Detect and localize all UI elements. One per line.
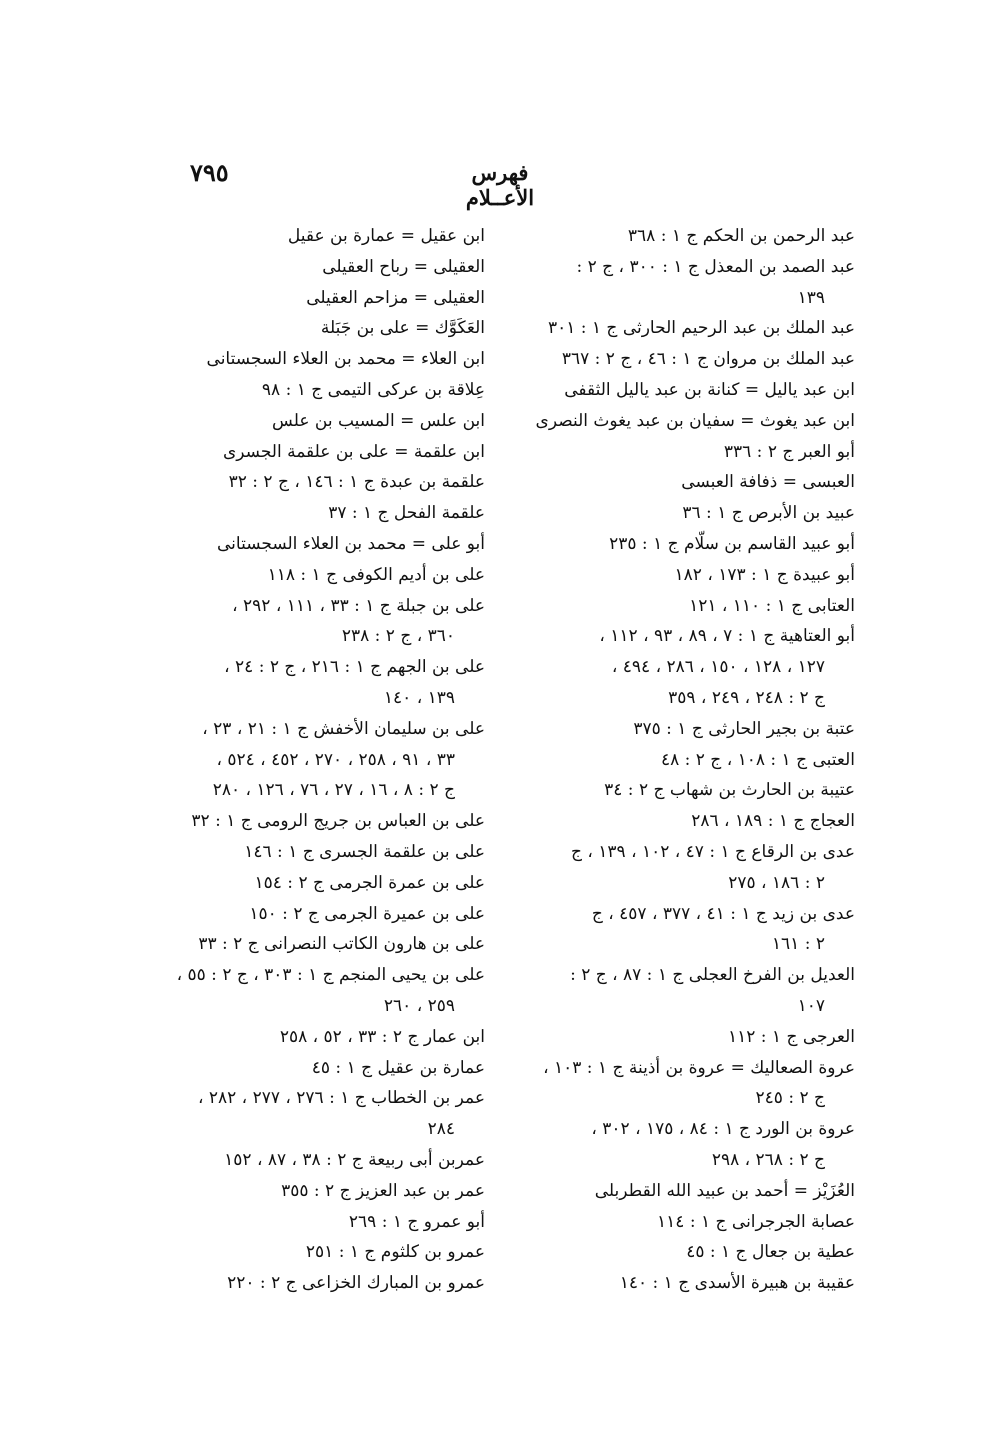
index-entry: على بن يحيى المنجم ج ١ : ٣٠٣ ، ج ٢ : ٥٥ ،	[176, 965, 485, 986]
index-entry: أبو عبيدة ج ١ : ١٧٣ ، ١٨٢	[674, 564, 855, 585]
index-entry: أبو عمرو ج ١ : ٢٦٩	[348, 1211, 485, 1232]
index-entry: ابن عبد يغوث = سفيان بن عبد يغوث النصرى	[535, 410, 855, 431]
index-entry: عبد الرحمن بن الحكم ج ١ : ٣٦٨	[627, 226, 855, 246]
index-entry-continuation: ١٣٩ ، ١٤٠	[383, 687, 455, 708]
index-entry: عبد الملك بن عبد الرحيم الحارثى ج ١ : ٣٠١	[547, 318, 855, 339]
index-entry: عمرو بن المبارك الخزاعى ج ٢ : ٢٢٠	[227, 1273, 485, 1294]
index-entry-continuation: ١٢٧ ، ١٢٨ ، ١٥٠ ، ٢٨٦ ، ٤٩٤ ،	[611, 657, 825, 678]
index-entry: على بن جبلة ج ١ : ٣٣ ، ١١١ ، ٢٩٢ ،	[232, 595, 485, 616]
index-entry: عبيد بن الأبرص ج ١ : ٣٦	[682, 503, 855, 524]
index-entry-continuation: ٢ : ١٨٦ ، ٢٧٥	[728, 872, 825, 893]
index-entry: أبو على = محمد بن العلاء السجستانى	[216, 533, 485, 554]
index-entry: عدى بن الرقاع ج ١ : ٤٧ ، ١٠٢ ، ١٣٩ ، ج	[570, 841, 855, 862]
index-entry: عروة بن الورد ج ١ : ٨٤ ، ١٧٥ ، ٣٠٢ ،	[591, 1119, 855, 1140]
index-entry: العرجى ج ١ : ١١٢	[727, 1026, 855, 1047]
index-entry: على بن سليمان الأخفش ج ١ : ٢١ ، ٢٣ ،	[202, 718, 485, 739]
index-entry: العبسى = ذفافة العبسى	[681, 472, 855, 493]
index-entry: على بن العباس بن جريج الرومى ج ١ : ٣٢	[191, 811, 485, 832]
index-entry: العُزَيْز = أحمد بن عبيد الله القطربلى	[594, 1180, 855, 1201]
index-entry: ابن علقمة = على بن علقمة الجسرى	[222, 441, 485, 462]
index-entry-continuation: ٣٦٠ ، ج ٢ : ٢٣٨	[341, 626, 455, 647]
index-entry: أبو العتاهية ج ١ : ٧ ، ٨٩ ، ٩٣ ، ١١٢ ،	[599, 626, 855, 647]
index-entry-continuation: ٢ : ١٦١	[771, 934, 825, 955]
index-entry: عروة الصعاليك = عروة بن أذينة ج ١ : ١٠٣ ،	[543, 1057, 855, 1078]
index-entry: العجاج ج ١ : ١٨٩ ، ٢٨٦	[691, 811, 855, 832]
index-entry-continuation: ٣٣ ، ٩١ ، ٢٥٨ ، ٢٧٠ ، ٤٥٢ ، ٥٢٤ ،	[216, 749, 455, 770]
index-entry: عمارة بن عقيل ج ١ : ٤٥	[311, 1057, 485, 1078]
index-entry-continuation: ج ٢ : ٢٤٥	[755, 1088, 825, 1109]
index-entry: ابن العلاء = محمد بن العلاء السجستانى	[206, 349, 485, 370]
index-entry: عطية بن جعال ج ١ : ٤٥	[686, 1242, 855, 1263]
index-entry: أبو عبيد القاسم بن سلّام ج ١ : ٢٣٥	[609, 533, 855, 554]
index-entry: على بن الجهم ج ١ : ٢١٦ ، ج ٢ : ٢٤ ،	[224, 657, 485, 678]
index-entry: ابن عقيل = عمارة بن عقيل	[287, 226, 485, 246]
index-entry: على بن عميرة الجرمى ج ٢ : ١٥٠	[249, 903, 485, 924]
page-title: فهرس الأعــلام	[465, 160, 535, 210]
index-entry: على بن علقمة الجسرى ج ١ : ١٤٦	[244, 841, 485, 862]
index-entry: عبد الصمد بن المعذل ج ١ : ٣٠٠ ، ج ٢ :	[576, 256, 855, 277]
index-entry: عمر بن الخطاب ج ١ : ٢٧٦ ، ٢٧٧ ، ٢٨٢ ،	[197, 1088, 485, 1109]
index-entry: على بن عمرة الجرمى ج ٢ : ١٥٤	[254, 872, 485, 893]
index-entry: ابن علس = المسيب بن علس	[272, 410, 485, 431]
index-entry-continuation: ١٣٩	[797, 287, 825, 308]
index-entry: عِلاقة بن عركى التيمى ج ١ : ٩٨	[261, 379, 485, 400]
index-entry-continuation: ٢٥٩ ، ٢٦٠	[383, 995, 455, 1016]
index-entry: ابن عمار ج ٢ : ٣٣ ، ٥٢ ، ٢٥٨	[279, 1026, 485, 1047]
index-entry: عبد الملك بن مروان ج ١ : ٤٦ ، ج ٢ : ٣٦٧	[561, 349, 855, 370]
index-entry-continuation: ٢٨٤	[427, 1119, 455, 1140]
index-entry: علقمة بن عبدة ج ١ : ١٤٦ ، ج ٢ : ٣٢	[228, 472, 485, 493]
index-entry: عقيبة بن هبيرة الأسدى ج ١ : ١٤٠	[619, 1273, 855, 1294]
index-entry: علقمة الفحل ج ١ : ٣٧	[328, 503, 485, 524]
index-entry: العديل بن الفرخ العجلى ج ١ : ٨٧ ، ج ٢ :	[570, 965, 855, 986]
index-entry-continuation: ١٠٧	[797, 995, 825, 1016]
index-column-left	[150, 221, 485, 1299]
index-entry: على بن هارون الكاتب النصرانى ج ٢ : ٣٣	[198, 934, 485, 955]
index-entry: عصابة الجرجرانى ج ١ : ١١٤	[657, 1211, 855, 1232]
index-entry: عمربن أبى ربيعة ج ٢ : ٣٨ ، ٨٧ ، ١٥٢	[224, 1149, 485, 1170]
index-entry: العتبى ج ١ : ١٠٨ ، ج ٢ : ٤٨	[660, 749, 855, 770]
index-entry: عدى بن زيد ج ١ : ٤١ ، ٣٧٧ ، ٤٥٧ ، ج	[591, 903, 855, 924]
index-entry-continuation: ج ٢ : ٢٤٨ ، ٢٤٩ ، ٣٥٩	[668, 687, 825, 708]
index-entry: العقيلى = مزاحم العقيلى	[306, 287, 485, 308]
index-entry: على بن أديم الكوفى ج ١ : ١١٨	[267, 564, 485, 585]
index-entry: العقيلى = رباح العقيلى	[322, 256, 485, 277]
index-entry: عمر بن عبد العزيز ج ٢ : ٣٥٥	[281, 1180, 485, 1201]
index-entry: العتابى ج ١ : ١١٠ ، ١٢١	[689, 595, 855, 616]
index-entry: أبو العبر ج ٢ : ٣٣٦	[723, 441, 855, 462]
index-entry: العَكَوَّك = على بن جَبَلة	[320, 318, 485, 339]
index-entry: ابن عبد ياليل = كنانة بن عبد ياليل الثقفى	[564, 379, 855, 400]
page-number: ٧٩٥	[190, 158, 229, 187]
index-entry-continuation: ج ٢ : ٢٦٨ ، ٢٩٨	[711, 1149, 825, 1170]
index-entry: عتيبة بن الحارث بن شهاب ج ٢ : ٣٤	[604, 780, 855, 801]
index-entry-continuation: ج ٢ : ٨ ، ١٦ ، ٢٧ ، ٧٦ ، ١٢٦ ، ٢٨٠	[212, 780, 455, 801]
index-column-right	[520, 221, 855, 1299]
index-entry: عتبة بن بجير الحارثى ج ١ : ٣٧٥	[633, 718, 855, 739]
index-entry: عمرو بن كلثوم ج ١ : ٢٥١	[305, 1242, 485, 1263]
